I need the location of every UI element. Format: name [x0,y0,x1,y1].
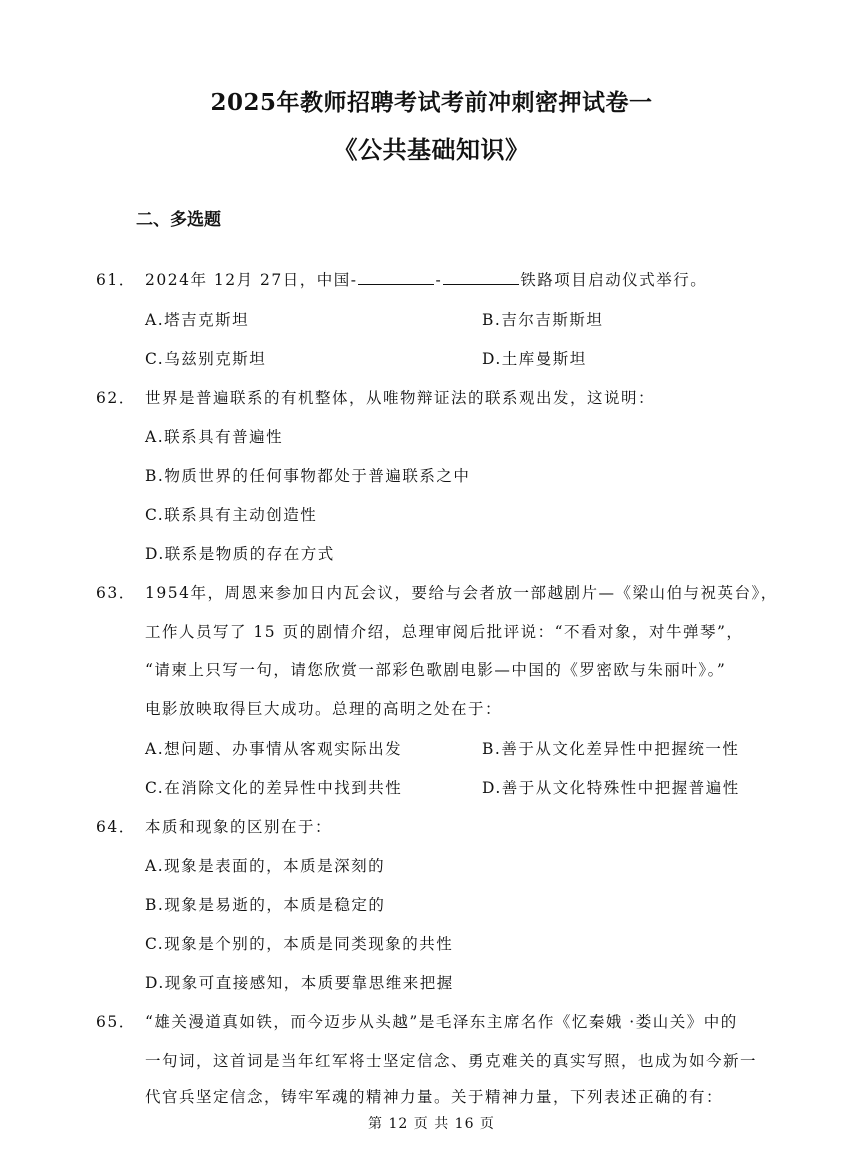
stem-suffix: 铁路项目启动仪式举行。 [520,271,708,289]
document-title: 2025年教师招聘考试考前冲刺密押试卷一 [210,89,653,116]
option-61-a: A.塔吉克斯坦 [145,311,250,329]
option-63-b: B.善于从文化差异性中把握统一性 [482,740,740,758]
option-61-b: B.吉尔吉斯斯坦 [482,311,604,329]
option-63-c: C.在消除文化的差异性中找到共性 [145,779,403,797]
document-subtitle: 《公共基础知识》 [333,135,530,164]
question-stem-62: 世界是普遍联系的有机整体，从唯物辩证法的联系观出发，这说明： [145,389,656,407]
question-number-65: 65． [96,1013,136,1031]
question-stem-63-line2: 工作人员写了 15 页的剧情介绍，总理审阅后批评说：“不看对象，对牛弹琴”， [145,623,744,641]
option-64-c: C.现象是个别的，本质是同类现象的共性 [145,935,454,953]
question-stem-64: 本质和现象的区别在于： [145,818,333,836]
option-62-d: D.联系是物质的存在方式 [145,545,335,563]
option-64-d: D.现象可直接感知，本质要靠思维来把握 [145,974,454,992]
question-stem-65-line2: 一句词，这首词是当年红军将士坚定信念、勇克难关的真实写照，也成为如今新一 [145,1052,758,1070]
question-number-63: 63． [96,584,136,602]
option-63-a: A.想问题、办事情从客观实际出发 [145,740,403,758]
question-stem-63-line1: 1954年，周恩来参加日内瓦会议，要给与会者放一部越剧片—《梁山伯与祝英台》， [145,584,778,602]
option-61-d: D.土库曼斯坦 [482,350,587,368]
question-number-62: 62． [96,389,136,407]
option-64-b: B.现象是易逝的，本质是稳定的 [145,896,386,914]
question-stem-61 [145,270,707,290]
option-62-b: B.物质世界的任何事物都处于普遍联系之中 [145,467,471,485]
page-footer: 第 12 页 共 16 页 [368,1116,495,1132]
option-63-d: D.善于从文化特殊性中把握普遍性 [482,779,740,797]
question-number-64: 64． [96,818,136,836]
stem-mid: - [435,271,443,289]
question-number-61: 61． [96,271,136,289]
option-62-a: A.联系具有普遍性 [145,428,284,446]
question-stem-63-line4: 电影放映取得巨大成功。总理的高明之处在于： [145,700,503,718]
fill-blank-1 [358,270,434,285]
fill-blank-2 [443,270,519,285]
question-stem-65-line1: “雄关漫道真如铁，而今迈步从头越”是毛泽东主席名作《忆秦娥 ·娄山关》中的 [145,1013,738,1031]
question-stem-63-line3: “请柬上只写一句，请您欣赏一部彩色歌剧电影—中国的《罗密欧与朱丽叶》。” [145,661,727,679]
option-61-c: C.乌兹别克斯坦 [145,350,267,368]
stem-prefix: 2024年 12月 27日，中国- [145,271,358,289]
option-62-c: C.联系具有主动创造性 [145,506,318,524]
option-64-a: A.现象是表面的，本质是深刻的 [145,857,386,875]
question-stem-65-line3: 代官兵坚定信念，铸牢军魂的精神力量。关于精神力量，下列表述正确的有： [145,1088,724,1106]
section-heading: 二、多选题 [136,210,221,230]
